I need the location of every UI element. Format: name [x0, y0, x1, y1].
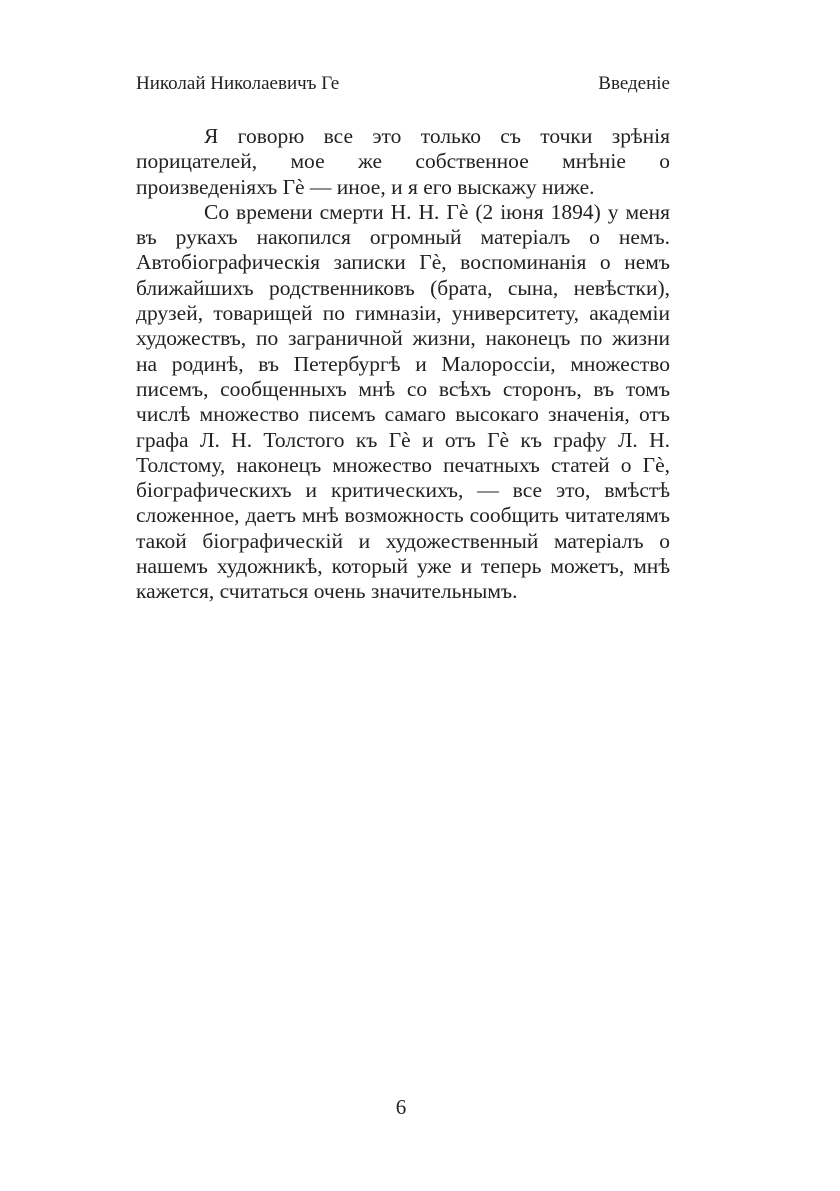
page-number: 6	[395, 1095, 407, 1119]
header-section: Введеніе	[598, 73, 670, 94]
body-text	[136, 124, 670, 605]
running-header	[136, 72, 670, 96]
paragraph: Я говорю все это только съ точки зрѣнія порицателей, мое же собственное мнѣніе о произведеніяхъ Гѐ — иное, и я его выскажу ниже.	[136, 124, 670, 199]
header-author: Николай Николаевичъ Ге	[136, 73, 340, 94]
paragraph: Со времени смерти Н. Н. Гѐ (2 іюня 1894) у меня въ рукахъ накопился огромный матеріалъ о немъ. Автобіографическія записки Гѐ, воспоминанія о немъ ближайшихъ родственниковъ (брата, сына, невѣстки), друзей, товарищей по гимназіи, университету, академіи художествъ, по заграничной жизни, наконецъ по жизни на родинѣ, въ Петербургѣ и Малороссіи, множество писемъ, сообщенныхъ мнѣ со всѣхъ сторонъ, въ томъ числѣ множество писемъ самаго высокаго значенія, отъ графа Л. Н. Толстого къ Гѐ и отъ Гѐ къ графу Л. Н. Толстому, наконецъ множество печатныхъ статей о Гѐ, біографическихъ и критическихъ, — все это, вмѣстѣ сложенное, даетъ мнѣ возможность сообщить читателямъ такой біографическій и художественный матеріалъ о нашемъ художникѣ, который уже и теперь можетъ, мнѣ кажется, считаться очень значительнымъ.	[136, 199, 670, 604]
